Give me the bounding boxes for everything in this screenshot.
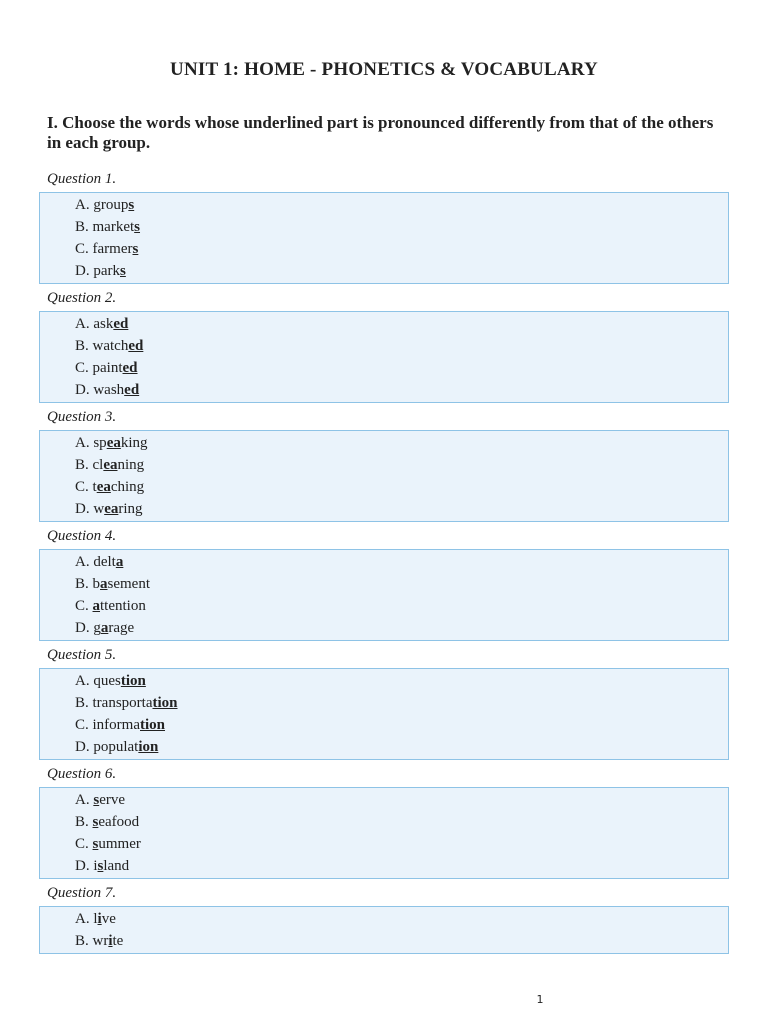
- word-suffix: king: [120, 435, 148, 451]
- word-suffix: ummer: [98, 836, 141, 852]
- underlined-part: s: [120, 263, 126, 279]
- word-prefix: ques: [93, 673, 121, 689]
- option-letter: C.: [75, 836, 89, 852]
- word-prefix: l: [93, 911, 98, 927]
- answer-option[interactable]: [75, 379, 728, 401]
- option-letter: D.: [75, 858, 90, 874]
- option-letter: C.: [75, 717, 89, 733]
- question-options-box: [39, 192, 729, 284]
- answer-option[interactable]: [75, 216, 728, 238]
- underlined-part: ea: [104, 501, 119, 517]
- underlined-part: ed: [113, 316, 129, 332]
- word-suffix: ning: [117, 457, 145, 473]
- underlined-part: i: [97, 911, 102, 927]
- question-list: [39, 169, 729, 958]
- answer-option[interactable]: [75, 855, 728, 877]
- word-suffix: land: [103, 858, 130, 874]
- underlined-part: s: [92, 814, 99, 830]
- question-label: Question 6.: [47, 766, 117, 782]
- option-letter: A.: [75, 435, 90, 451]
- word-suffix: rage: [108, 620, 135, 636]
- word-prefix: t: [92, 479, 97, 495]
- answer-option[interactable]: [75, 833, 728, 855]
- underlined-part: a: [115, 554, 124, 570]
- question-options-box: [39, 787, 729, 879]
- word-prefix: b: [92, 576, 101, 592]
- word-suffix: erve: [99, 792, 125, 808]
- underlined-part: ion: [138, 739, 159, 755]
- underlined-part: ea: [96, 479, 111, 495]
- question-label: Question 5.: [47, 647, 117, 663]
- option-letter: C.: [75, 598, 89, 614]
- answer-option[interactable]: [75, 789, 728, 811]
- word-prefix: group: [93, 197, 129, 213]
- question-label: Question 4.: [47, 528, 117, 544]
- underlined-part: a: [100, 620, 109, 636]
- option-letter: C.: [75, 360, 89, 376]
- underlined-part: ed: [128, 338, 144, 354]
- answer-option[interactable]: [75, 573, 728, 595]
- question-options-box: [39, 549, 729, 641]
- underlined-part: s: [134, 219, 141, 235]
- option-letter: D.: [75, 620, 90, 636]
- answer-option[interactable]: [75, 357, 728, 379]
- option-letter: B.: [75, 576, 89, 592]
- underlined-part: tion: [140, 717, 166, 733]
- word-prefix: wr: [92, 933, 109, 949]
- answer-option[interactable]: [75, 670, 728, 692]
- underlined-part: s: [97, 858, 104, 874]
- word-prefix: informa: [92, 717, 140, 733]
- question-options-box: [39, 430, 729, 522]
- question-label: Question 7.: [47, 885, 117, 901]
- word-suffix: ttention: [100, 598, 146, 614]
- option-letter: C.: [75, 241, 89, 257]
- question-label: Question 3.: [47, 409, 117, 425]
- underlined-part: s: [132, 241, 139, 257]
- underlined-part: ea: [106, 435, 121, 451]
- page-number: 1: [536, 993, 544, 1006]
- word-prefix: paint: [92, 360, 123, 376]
- section-heading: I. Choose the words whose underlined part is pronounced differently from that of the others in each group.: [47, 113, 714, 152]
- question-options-box: [39, 906, 729, 954]
- page-title: UNIT 1: HOME - PHONETICS & VOCABULARY: [170, 59, 598, 80]
- answer-option[interactable]: [75, 454, 728, 476]
- underlined-part: ed: [124, 382, 140, 398]
- option-letter: B.: [75, 695, 89, 711]
- underlined-part: ea: [103, 457, 118, 473]
- word-prefix: cl: [92, 457, 104, 473]
- answer-option[interactable]: [75, 194, 728, 216]
- underlined-part: ed: [122, 360, 138, 376]
- answer-option[interactable]: [75, 498, 728, 520]
- answer-option[interactable]: [75, 260, 728, 282]
- option-letter: D.: [75, 263, 90, 279]
- word-prefix: delt: [93, 554, 116, 570]
- option-letter: B.: [75, 814, 89, 830]
- underlined-part: i: [108, 933, 113, 949]
- answer-option[interactable]: [75, 930, 728, 952]
- question-label: Question 1.: [47, 171, 117, 187]
- word-suffix: ching: [110, 479, 145, 495]
- word-prefix: g: [93, 620, 101, 636]
- underlined-part: tion: [152, 695, 178, 711]
- word-prefix: populat: [93, 739, 139, 755]
- word-prefix: wash: [93, 382, 125, 398]
- option-letter: B.: [75, 338, 89, 354]
- word-prefix: park: [93, 263, 120, 279]
- word-prefix: watch: [92, 338, 129, 354]
- answer-option[interactable]: [75, 736, 728, 758]
- answer-option[interactable]: [75, 595, 728, 617]
- word-suffix: eafood: [98, 814, 140, 830]
- question-options-box: [39, 668, 729, 760]
- option-letter: A.: [75, 554, 90, 570]
- option-letter: A.: [75, 316, 90, 332]
- option-letter: B.: [75, 457, 89, 473]
- word-suffix: sement: [107, 576, 151, 592]
- word-prefix: farmer: [92, 241, 133, 257]
- answer-option[interactable]: [75, 238, 728, 260]
- option-letter: D.: [75, 382, 90, 398]
- option-letter: D.: [75, 739, 90, 755]
- word-suffix: ring: [118, 501, 143, 517]
- answer-option[interactable]: [75, 335, 728, 357]
- underlined-part: tion: [120, 673, 146, 689]
- option-letter: A.: [75, 911, 90, 927]
- answer-option[interactable]: [75, 476, 728, 498]
- answer-option[interactable]: [75, 908, 728, 930]
- word-prefix: w: [93, 501, 105, 517]
- question-options-box: [39, 311, 729, 403]
- word-prefix: transporta: [92, 695, 153, 711]
- underlined-part: s: [93, 792, 100, 808]
- word-suffix: te: [112, 933, 124, 949]
- underlined-part: a: [100, 576, 108, 592]
- word-suffix: ve: [101, 911, 116, 927]
- answer-option[interactable]: [75, 432, 728, 454]
- word-prefix: ask: [93, 316, 114, 332]
- answer-option[interactable]: [75, 617, 728, 639]
- answer-option[interactable]: [75, 692, 728, 714]
- option-letter: D.: [75, 501, 90, 517]
- option-letter: A.: [75, 673, 90, 689]
- underlined-part: s: [92, 836, 99, 852]
- word-prefix: sp: [93, 435, 107, 451]
- word-prefix: i: [93, 858, 98, 874]
- answer-option[interactable]: [75, 313, 728, 335]
- option-letter: A.: [75, 197, 90, 213]
- word-prefix: market: [92, 219, 135, 235]
- option-letter: B.: [75, 933, 89, 949]
- answer-option[interactable]: [75, 714, 728, 736]
- answer-option[interactable]: [75, 551, 728, 573]
- option-letter: A.: [75, 792, 90, 808]
- option-letter: C.: [75, 479, 89, 495]
- answer-option[interactable]: [75, 811, 728, 833]
- question-label: Question 2.: [47, 290, 117, 306]
- underlined-part: s: [128, 197, 135, 213]
- underlined-part: a: [92, 598, 101, 614]
- option-letter: B.: [75, 219, 89, 235]
